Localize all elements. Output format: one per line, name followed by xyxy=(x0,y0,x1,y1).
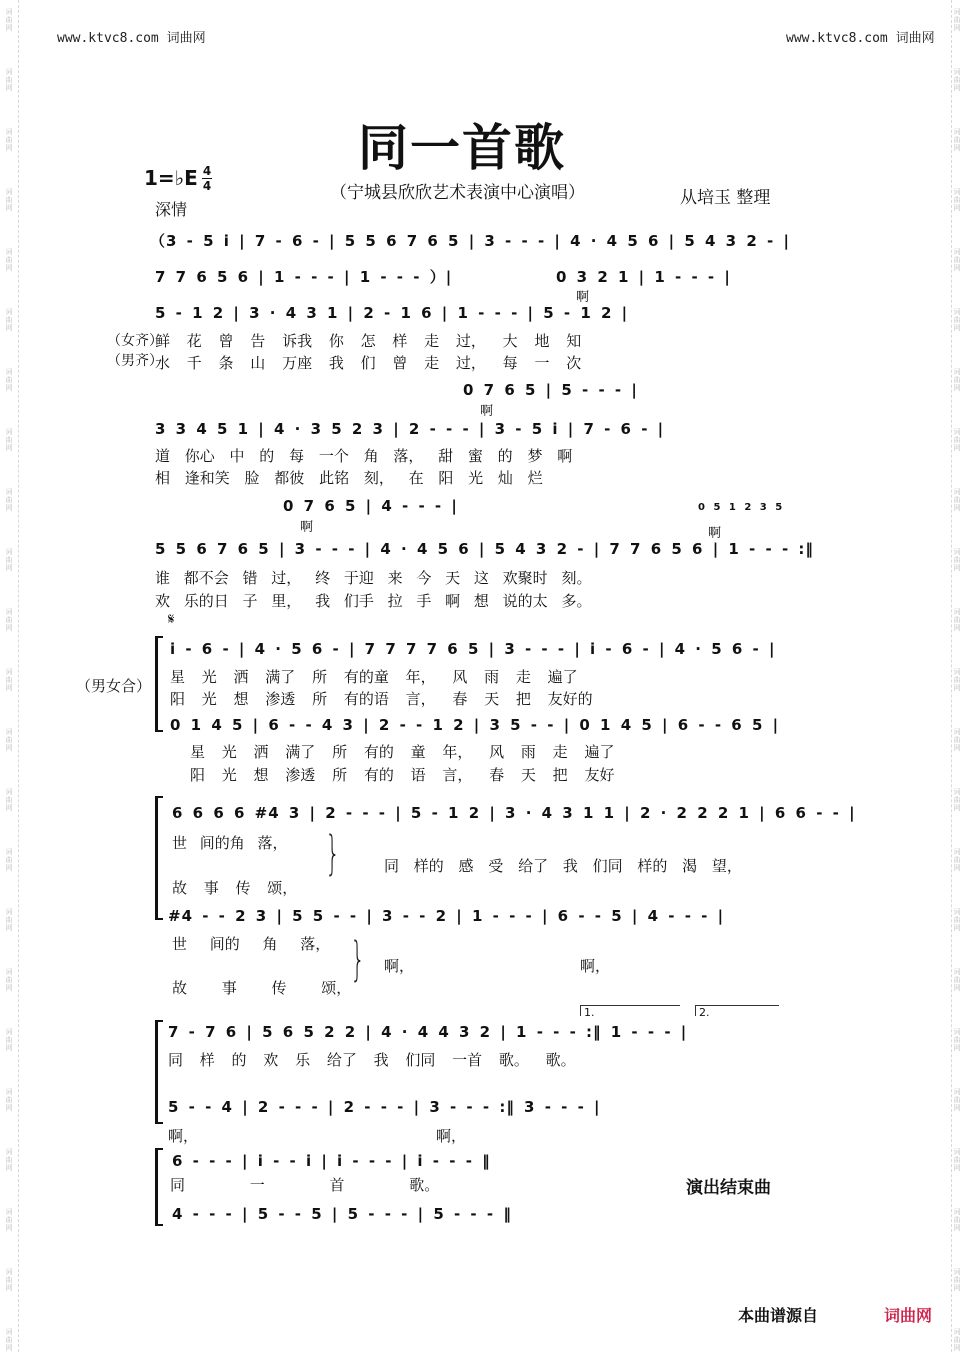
lyric-row-9-line-2: 故 事 传 颂， xyxy=(172,979,352,997)
margin-watermark: 词 曲 网 xyxy=(5,428,13,452)
notation-row-1: （3 - 5 i | 7 - 6 - | 5 5 6 7 6 5 | 3 - - - | 4 · 4 5 6 | 5 4 3 2 - | xyxy=(150,232,790,250)
notation-row-8: 6 6 6 6 #4 3 | 2 - - - | 5 - 1 2 | 3 · 4 3 1 1 | 2 · 2 2 2 1 | 6 6 - - | xyxy=(172,804,856,822)
system-bracket xyxy=(155,636,158,732)
notation-row-9: #4 - - 2 3 | 5 5 - - | 3 - - 2 | 1 - - - | 6 - - 5 | 4 - - - | xyxy=(168,907,725,925)
lyric-row-7-line-2: 阳 光 想 渗透 所 有的 语 言， 春 天 把 友好 xyxy=(190,766,615,784)
arranger-credit: 从培玉 整理 xyxy=(680,188,771,208)
margin-watermark: 词 曲 网 xyxy=(5,488,13,512)
notation-row-10: 7 - 7 6 | 5 6 5 2 2 | 4 · 4 4 3 2 | 1 - - - :‖ 1 - - - | xyxy=(168,1023,688,1041)
end-note: 演出结束曲 xyxy=(686,1178,771,1198)
notation-row-3-harmony: 0 7 6 5 | 5 - - - | xyxy=(463,381,638,399)
voice-label-male: （男齐） xyxy=(107,353,163,369)
harmony-ah: 啊， xyxy=(384,957,415,975)
margin-watermark: 词 曲 网 xyxy=(953,1208,961,1232)
lyric-row-5-line-2: 欢 乐的日 子 里， 我 们手 拉 手 啊 想 说的太 多。 xyxy=(155,592,592,610)
notation-row-2-harmony: 0 3 2 1 | 1 - - - | xyxy=(556,268,731,286)
margin-watermark: 词 曲 网 xyxy=(953,488,961,512)
margin-watermark: 词 曲 网 xyxy=(953,428,961,452)
harmony-ah: 啊 xyxy=(480,404,494,419)
harmony-ah: 啊 xyxy=(576,290,590,305)
margin-watermark: 词 曲 网 xyxy=(953,188,961,212)
margin-watermark: 词 曲 网 xyxy=(5,8,13,32)
site-header-left[interactable]: www.ktvc8.com 词曲网 xyxy=(57,31,206,46)
margin-watermark: 词 曲 网 xyxy=(5,1208,13,1232)
margin-watermark: 词 曲 网 xyxy=(953,1148,961,1172)
footer-source: 本曲谱源自 xyxy=(738,1306,819,1325)
notation-row-11: 5 - - 4 | 2 - - - | 2 - - - | 3 - - - :‖ 3 - - - | xyxy=(168,1098,601,1116)
segno-sign: 𝄋 xyxy=(168,610,175,628)
system-bracket xyxy=(155,796,158,920)
lyric-row-4-line-2: 相 逢和笑 脸 都彼 此铭 刻， 在 阳 光 灿 烂 xyxy=(155,469,543,487)
notation-row-12: 6 - - - | i - - i | i - - - | i - - - ‖ xyxy=(172,1152,491,1170)
notation-row-4-harmony: 0 7 6 5 | 4 - - - | xyxy=(283,497,458,515)
tempo-marking: 深情 xyxy=(155,200,188,219)
key-signature: 1=♭E xyxy=(144,166,198,190)
harmony-ah: 啊 xyxy=(708,526,722,541)
margin-watermark: 词 曲 网 xyxy=(5,908,13,932)
margin-watermark: 词 曲 网 xyxy=(5,608,13,632)
margin-watermark: 词 曲 网 xyxy=(953,248,961,272)
lyric-row-9-line-1: 世 间的 角 落， xyxy=(172,935,331,953)
lyric-row-5-line-1: 谁 都不会 错 过， 终 于迎 来 今 天 这 欢聚时 刻。 xyxy=(155,569,592,587)
margin-watermark: 词 曲 网 xyxy=(953,968,961,992)
margin-watermark: 词 曲 网 xyxy=(953,548,961,572)
volta-ending-1: 1. xyxy=(580,1005,680,1016)
margin-watermark: 词 曲 网 xyxy=(953,1028,961,1052)
site-header-right[interactable]: www.ktvc8.com 词曲网 xyxy=(786,31,935,46)
margin-watermark: 词 曲 网 xyxy=(953,728,961,752)
margin-watermark: 词 曲 网 xyxy=(5,1028,13,1052)
margin-watermark: 词 曲 网 xyxy=(5,1088,13,1112)
margin-watermark: 词 曲 网 xyxy=(5,668,13,692)
margin-watermark: 词 曲 网 xyxy=(953,308,961,332)
lyric-row-4-line-1: 道 你心 中 的 每 一个 角 落， 甜 蜜 的 梦 啊 xyxy=(155,447,573,465)
notation-row-3: 5 - 1 2 | 3 · 4 3 1 | 2 - 1 6 | 1 - - - | 5 - 1 2 | xyxy=(155,304,629,322)
lyric-row-12: 同 一 首 歌。 xyxy=(170,1176,440,1194)
margin-watermark: 词 曲 网 xyxy=(953,128,961,152)
margin-watermark: 词 曲 网 xyxy=(953,668,961,692)
margin-watermark: 词 曲 网 xyxy=(5,848,13,872)
margin-watermark: 词 曲 网 xyxy=(953,1268,961,1292)
notation-row-7: 0 1 4 5 | 6 - - 4 3 | 2 - - 1 2 | 3 5 - - | 0 1 4 5 | 6 - - 6 5 | xyxy=(170,716,780,734)
margin-watermark: 词 曲 网 xyxy=(953,8,961,32)
margin-watermark: 词 曲 网 xyxy=(953,788,961,812)
margin-watermark: 词 曲 网 xyxy=(953,368,961,392)
margin-watermark: 词 曲 网 xyxy=(5,1328,13,1352)
system-bracket xyxy=(155,1148,158,1226)
notation-row-5: 5 5 6 7 6 5 | 3 - - - | 4 · 4 5 6 | 5 4 3 2 - | 7 7 6 5 6 | 1 - - - :‖ xyxy=(155,540,814,558)
lyric-row-6-line-1: 星 光 洒 满了 所 有的童 年， 风 雨 走 遍了 xyxy=(170,668,578,686)
lyric-row-3-line-2: 水 千 条 山 万座 我 们 曾 走 过， 每 一 次 xyxy=(155,354,582,372)
margin-watermark: 词 曲 网 xyxy=(953,1088,961,1112)
margin-watermark: 词 曲 网 xyxy=(5,68,13,92)
margin-watermark: 词 曲 网 xyxy=(5,248,13,272)
harmony-ah: 啊， xyxy=(168,1127,199,1145)
notation-row-4-harmony-2: 0 5 1 2 3 5 xyxy=(698,502,784,513)
time-signature-top: 4 xyxy=(202,164,212,178)
lyric-row-3-line-1: 鲜 花 曾 告 诉我 你 怎 样 走 过， 大 地 知 xyxy=(155,332,582,350)
harmony-ah: 啊， xyxy=(580,957,611,975)
margin-watermark: 词 曲 网 xyxy=(5,548,13,572)
notation-row-13: 4 - - - | 5 - - 5 | 5 - - - | 5 - - - ‖ xyxy=(172,1205,512,1223)
lyric-row-8-line-2: 故 事 传 颂， xyxy=(172,879,298,897)
lyric-brace: } xyxy=(350,932,365,986)
notation-row-2: 7 7 6 5 6 | 1 - - - | 1 - - - ）| xyxy=(155,268,453,286)
margin-watermark: 词 曲 网 xyxy=(5,968,13,992)
margin-watermark: 词 曲 网 xyxy=(953,68,961,92)
lyric-brace: } xyxy=(325,826,340,880)
margin-watermark: 词 曲 网 xyxy=(5,188,13,212)
margin-watermark: 词 曲 网 xyxy=(5,728,13,752)
margin-watermark: 词 曲 网 xyxy=(953,848,961,872)
voice-label-mixed: （男女合） xyxy=(76,677,152,695)
lyric-row-8-line-1: 世 间的角 落， xyxy=(172,834,288,852)
margin-watermark: 词 曲 网 xyxy=(5,788,13,812)
margin-watermark: 词 曲 网 xyxy=(5,368,13,392)
margin-watermark: 词 曲 网 xyxy=(5,128,13,152)
volta-ending-2: 2. xyxy=(695,1005,779,1016)
lyric-row-8-shared: 同 样的 感 受 给了 我 们同 样的 渴 望， xyxy=(384,857,742,875)
song-subtitle: （宁城县欣欣艺术表演中心演唱） xyxy=(330,183,585,203)
margin-watermark: 词 曲 网 xyxy=(5,308,13,332)
harmony-ah: 啊 xyxy=(300,520,314,535)
margin-watermark: 词 曲 网 xyxy=(953,908,961,932)
notation-row-6: i - 6 - | 4 · 5 6 - | 7 7 7 7 6 5 | 3 - - - | i - 6 - | 4 · 5 6 - | xyxy=(170,640,776,658)
harmony-ah: 啊， xyxy=(436,1127,467,1145)
margin-watermark: 词 曲 网 xyxy=(953,1328,961,1352)
notation-row-4: 3 3 4 5 1 | 4 · 3 5 2 3 | 2 - - - | 3 - 5 i | 7 - 6 - | xyxy=(155,420,665,438)
margin-watermark: 词 曲 网 xyxy=(5,1268,13,1292)
time-signature-bottom: 4 xyxy=(202,179,212,193)
time-signature xyxy=(202,165,212,192)
footer-brand-link[interactable]: 词曲网 xyxy=(884,1306,933,1325)
lyric-row-7-line-1: 星 光 洒 满了 所 有的 童 年， 风 雨 走 遍了 xyxy=(190,743,615,761)
system-bracket xyxy=(155,1020,158,1124)
voice-label-female: （女齐） xyxy=(107,333,163,349)
margin-watermark: 词 曲 网 xyxy=(953,608,961,632)
lyric-row-6-line-2: 阳 光 想 渗透 所 有的语 言， 春 天 把 友好的 xyxy=(170,690,593,708)
lyric-row-10: 同 样 的 欢 乐 给了 我 们同 一首 歌。 歌。 xyxy=(168,1051,576,1069)
song-title: 同一首歌 xyxy=(358,119,566,177)
margin-watermark: 词 曲 网 xyxy=(5,1148,13,1172)
